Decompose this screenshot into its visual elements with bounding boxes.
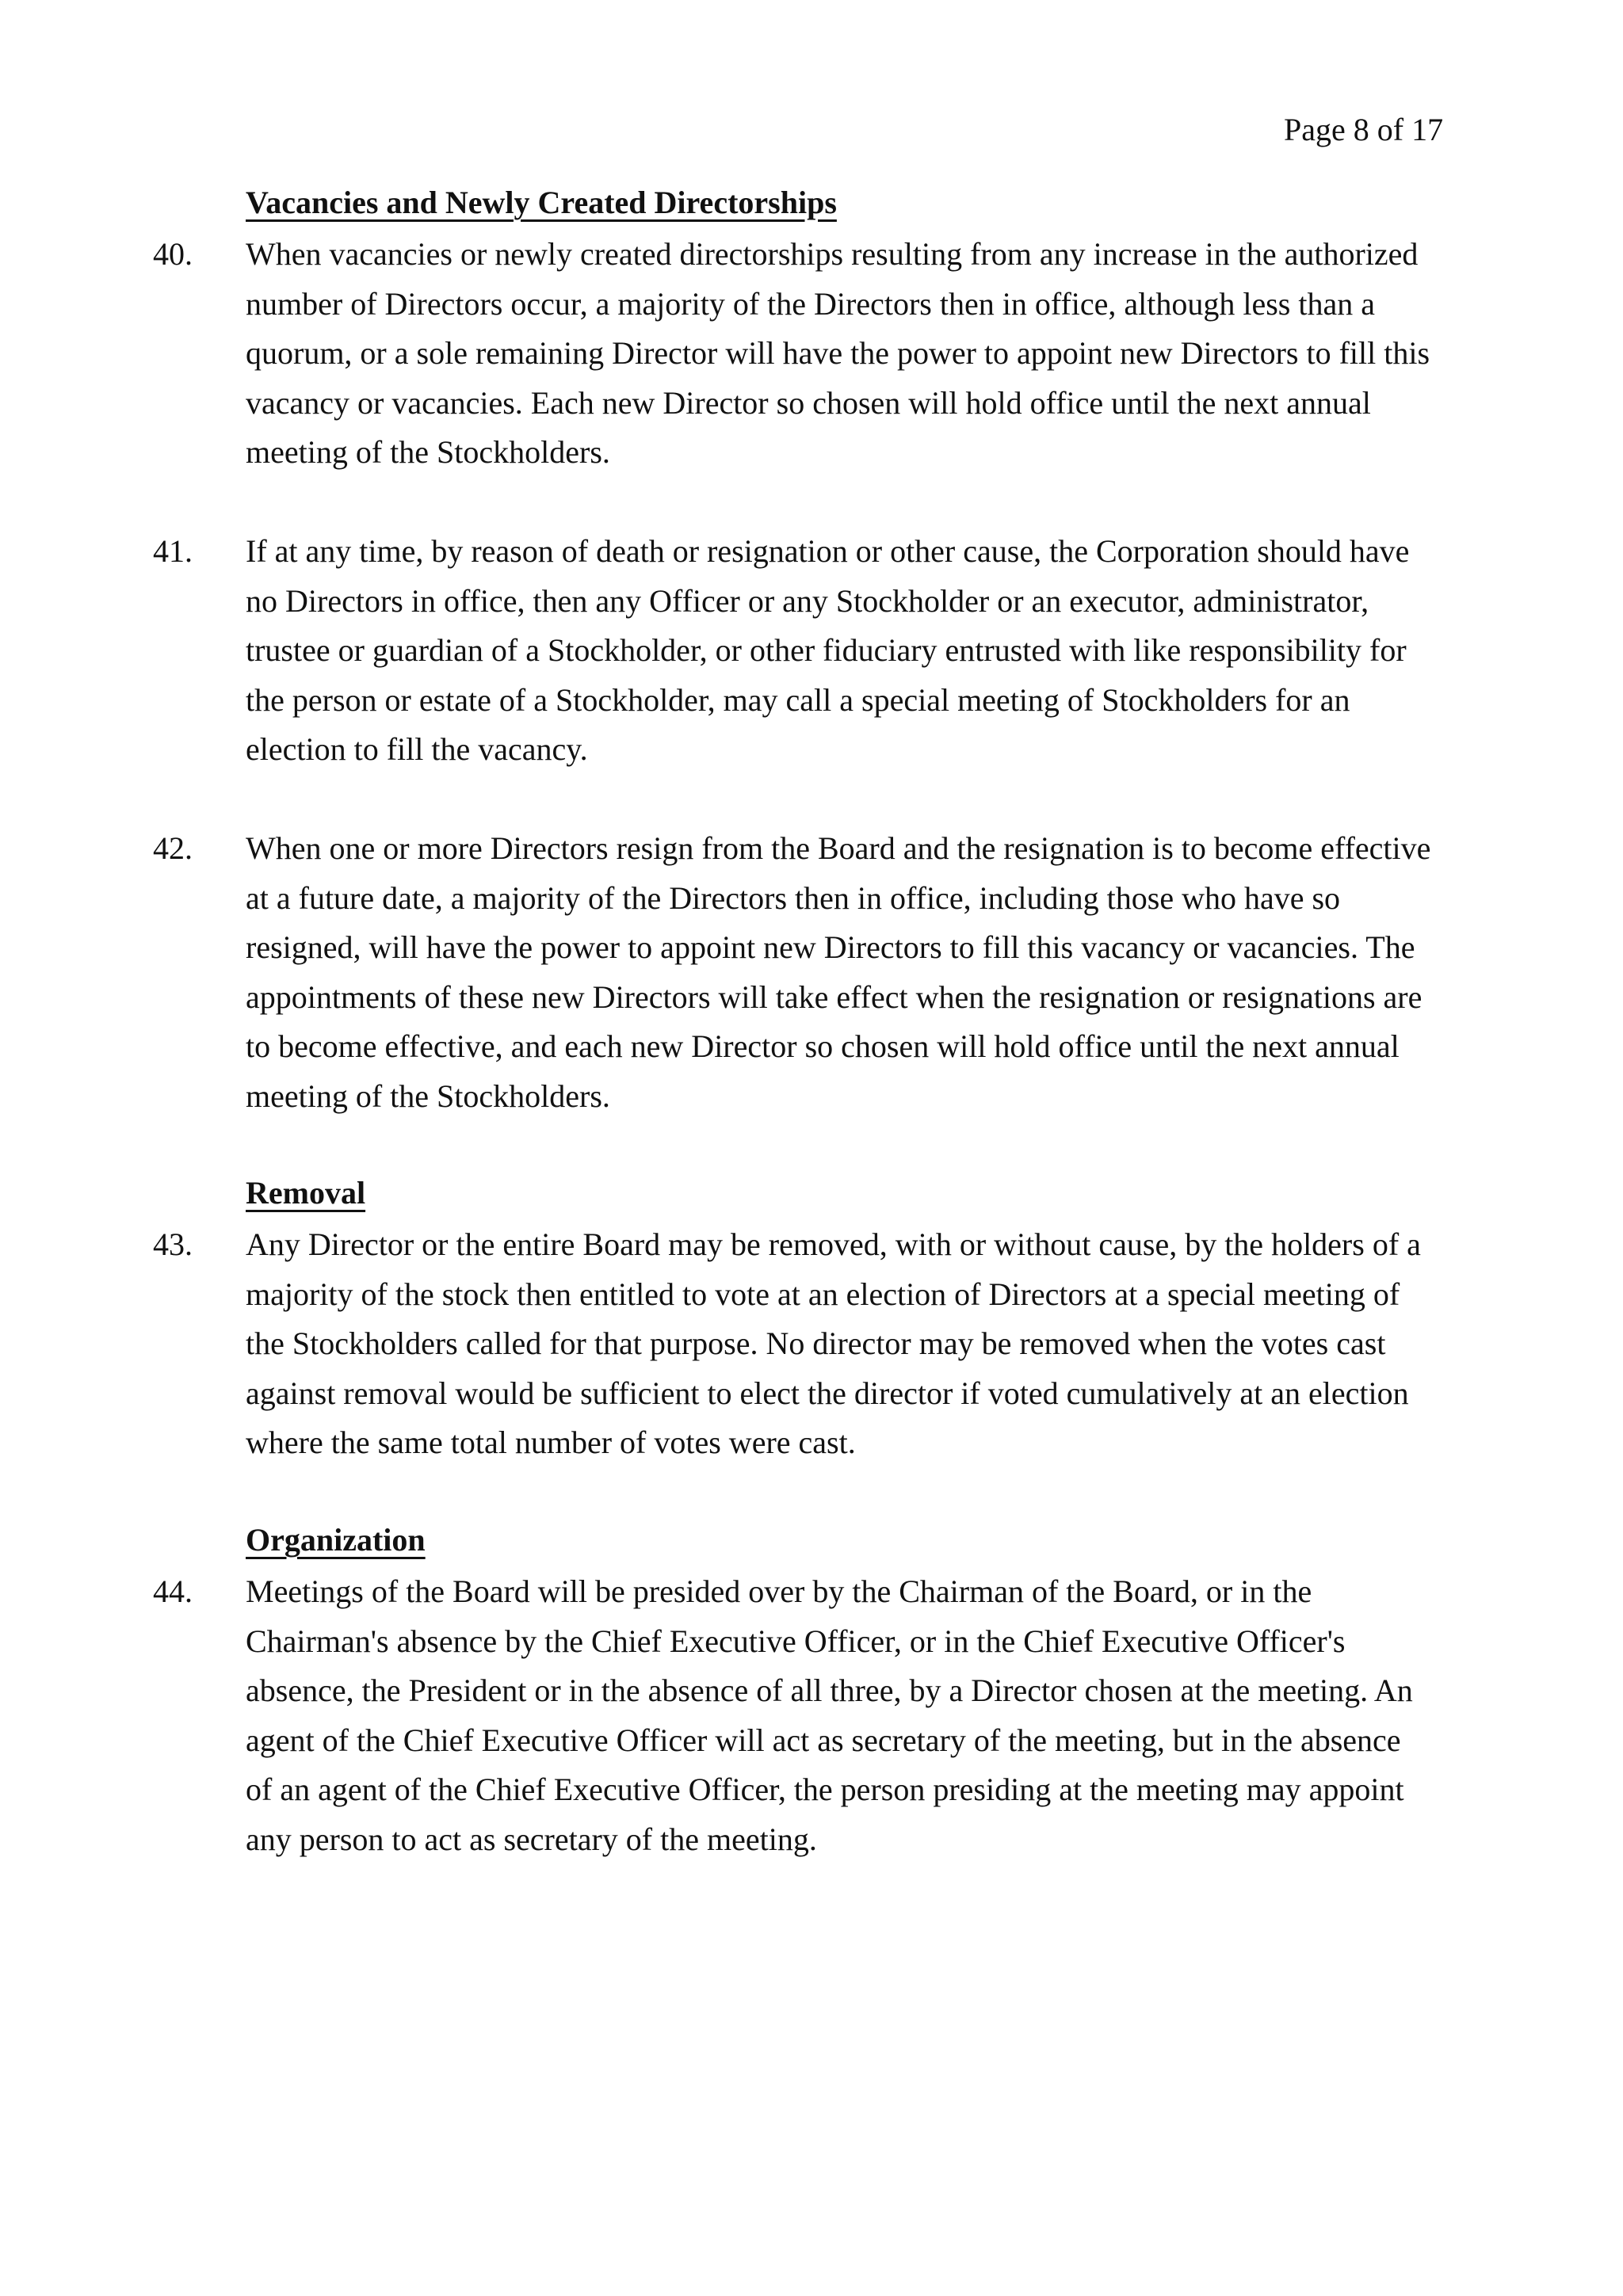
paragraph-number: 42. (153, 830, 193, 866)
text-line: quorum, or a sole remaining Director will have the power to appoint new Directors to fill this (246, 335, 1430, 371)
text-line: to become effective, and each new Director so chosen will hold office until the next annual (246, 1028, 1400, 1064)
text-line: agent of the Chief Executive Officer will act as secretary of the meeting, but in the absence (246, 1722, 1401, 1758)
text-line: election to fill the vacancy. (246, 731, 588, 767)
text-line: Any Director or the entire Board may be removed, with or without cause, by the holders of a (246, 1226, 1421, 1262)
text-line: meeting of the Stockholders. (246, 1077, 610, 1114)
text-line: appointments of these new Directors will take effect when the resignation or resignations are (246, 978, 1423, 1015)
text-line: When vacancies or newly created directorships resulting from any increase in the authorized (246, 236, 1419, 272)
text-line: the Stockholders called for that purpose. No director may be removed when the votes cast (246, 1325, 1386, 1361)
text-line: of an agent of the Chief Executive Officer, the person presiding at the meeting may appoint (246, 1772, 1404, 1807)
text-line: If at any time, by reason of death or resignation or other cause, the Corporation should have (246, 533, 1410, 569)
text-line: meeting of the Stockholders. (246, 434, 610, 470)
section-heading-organization: Organization (246, 1522, 426, 1558)
text-line: the person or estate of a Stockholder, may call a special meeting of Stockholders for an (246, 681, 1350, 718)
text-line: against removal would be sufficient to elect the director if voted cumulatively at an election (246, 1375, 1409, 1411)
paragraph-text (246, 230, 1482, 478)
text-line: majority of the stock then entitled to vote at an election of Directors at a special meeting of (246, 1276, 1400, 1312)
text-line: where the same total number of votes were cast. (246, 1425, 856, 1460)
text-line: Meetings of the Board will be presided over by the Chairman of the Board, or in the (246, 1573, 1312, 1609)
paragraph-number: 44. (153, 1573, 193, 1609)
text-line: any person to act as secretary of the meeting. (246, 1821, 817, 1857)
paragraph-number: 41. (153, 533, 193, 569)
text-line: resigned, will have the power to appoint new Directors to fill this vacancy or vacancies. The (246, 929, 1415, 965)
text-line: When one or more Directors resign from the Board and the resignation is to become effective (246, 830, 1431, 866)
text-line: vacancy or vacancies. Each new Director so chosen will hold office until the next annual (246, 384, 1371, 421)
paragraph-number: 40. (153, 236, 193, 272)
paragraph-text (246, 1567, 1482, 1864)
section-heading-vacancies: Vacancies and Newly Created Directorships (246, 185, 837, 220)
paragraph-text (246, 824, 1482, 1121)
text-line: no Directors in office, then any Officer or any Stockholder or an executor, administrator, (246, 582, 1369, 619)
page-number: Page 8 of 17 (1284, 112, 1444, 147)
text-line: trustee or guardian of a Stockholder, or other fiduciary entrusted with like responsibility for (246, 632, 1407, 668)
section-heading-removal: Removal (246, 1175, 366, 1211)
text-line: number of Directors occur, a majority of the Directors then in office, although less than a (246, 285, 1375, 322)
text-line: at a future date, a majority of the Directors then in office, including those who have so (246, 879, 1341, 916)
text-line: Chairman's absence by the Chief Executive Officer, or in the Chief Executive Officer's (246, 1623, 1346, 1659)
paragraph-text (246, 527, 1482, 775)
paragraph-text (246, 1220, 1482, 1468)
text-line: absence, the President or in the absence of all three, by a Director chosen at the meeting. An (246, 1672, 1413, 1708)
paragraph-number: 43. (153, 1226, 193, 1262)
